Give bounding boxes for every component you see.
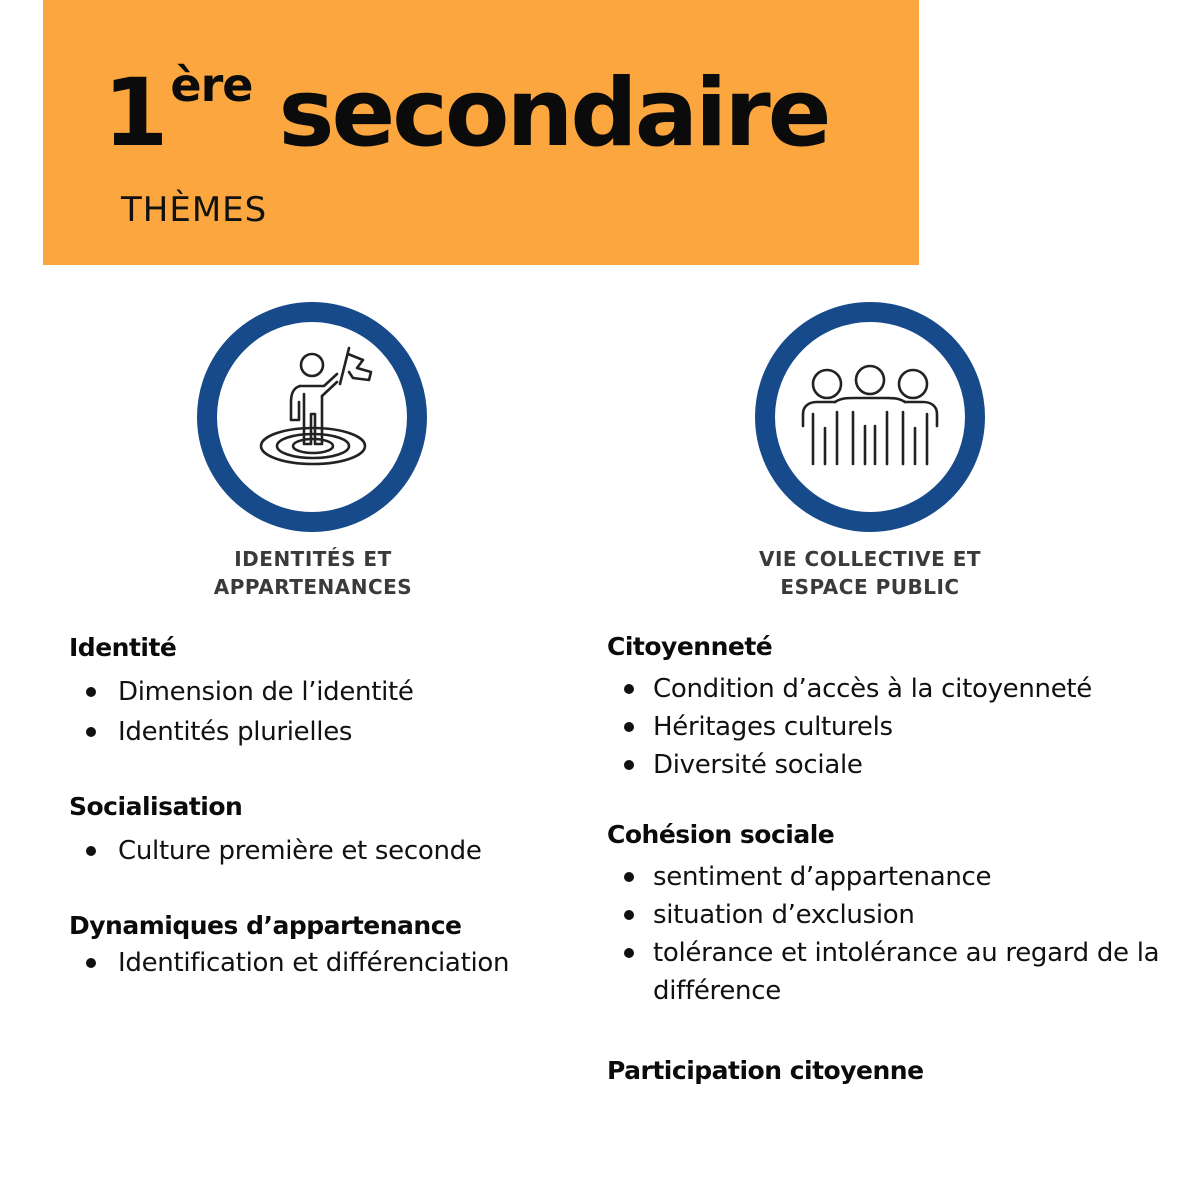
bullet-icon (86, 687, 96, 697)
right-theme-column (607, 632, 1167, 1086)
person-target-flag-icon (197, 302, 427, 532)
list-item: Identification et différenciation (69, 943, 589, 983)
page-subtitle: THÈMES (121, 190, 268, 230)
section-dynamiques-appartenance (69, 911, 589, 983)
bullet-icon (624, 684, 634, 694)
bullet-icon (624, 948, 634, 958)
left-theme-column (69, 633, 589, 983)
list-item: Héritages culturels (607, 708, 1167, 746)
bullet-icon (624, 910, 634, 920)
section-title: Socialisation (69, 792, 243, 821)
bullet-icon (624, 760, 634, 770)
page-title (103, 58, 829, 168)
section-title: Citoyenneté (607, 632, 773, 661)
section-cohesion-sociale (607, 820, 1167, 1010)
section-title: Cohésion sociale (607, 820, 835, 849)
section-participation-citoyenne (607, 1056, 1167, 1086)
bullet-list (607, 858, 1167, 1010)
bullet-list (607, 670, 1167, 784)
list-item: Identités plurielles (69, 712, 589, 752)
list-item: Culture première et seconde (69, 831, 589, 871)
bullet-icon (624, 872, 634, 882)
bullet-list (69, 672, 589, 752)
bullet-icon (624, 722, 634, 732)
list-item: sentiment d’appartenance (607, 858, 1167, 896)
title-number: 1 (103, 59, 163, 168)
bullet-list (69, 831, 589, 871)
list-item: Dimension de l’identité (69, 672, 589, 712)
bullet-icon (86, 958, 96, 968)
list-item: situation d’exclusion (607, 896, 1167, 934)
list-item: Diversité sociale (607, 746, 1167, 784)
three-people-icon (755, 302, 985, 532)
section-title: Dynamiques d’appartenance (69, 911, 462, 940)
list-item: Condition d’accès à la citoyenneté (607, 670, 1167, 708)
theme-emblem-identites (197, 302, 427, 532)
section-title: Participation citoyenne (607, 1056, 924, 1085)
bullet-icon (86, 727, 96, 737)
bullet-list (69, 943, 589, 983)
section-title: Identité (69, 633, 177, 662)
title-superscript: ère (170, 58, 253, 112)
section-socialisation (69, 792, 589, 871)
theme-label-identites: IDENTITÉS ET APPARTENANCES (213, 547, 413, 599)
section-citoyennete (607, 632, 1167, 784)
theme-emblem-vie-collective (755, 302, 985, 532)
theme-ring (765, 312, 975, 522)
title-word: secondaire (278, 59, 829, 168)
theme-label-vie-collective: VIE COLLECTIVE ET ESPACE PUBLIC (758, 547, 982, 599)
list-item: tolérance et intolérance au regard de la différence (607, 934, 1167, 1010)
section-identite (69, 633, 589, 752)
bullet-icon (86, 846, 96, 856)
